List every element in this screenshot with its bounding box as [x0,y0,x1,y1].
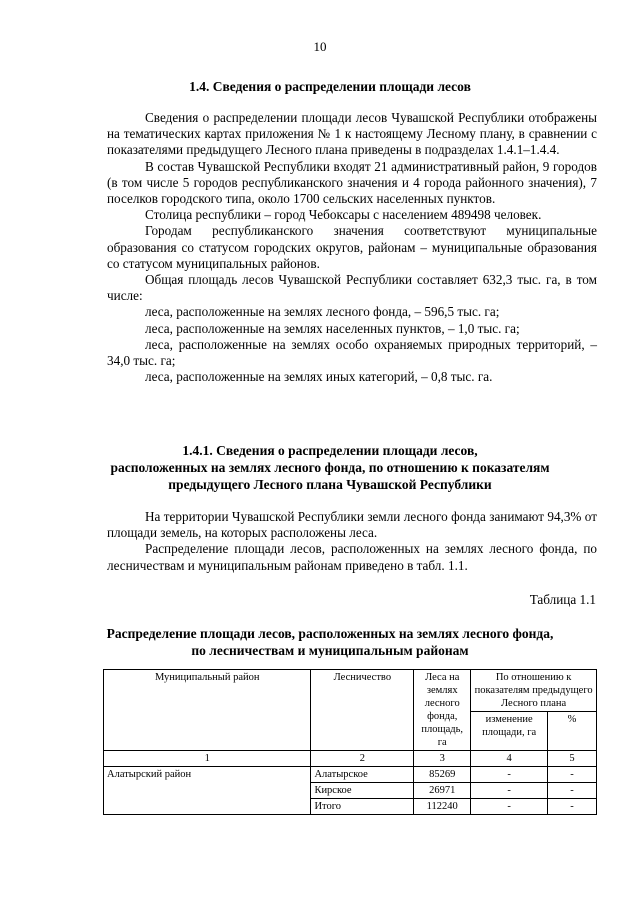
change-cell: - [471,799,548,815]
district-cell-empty [104,799,311,815]
table-row [104,783,597,799]
list-item: леса, расположенные на землях лесного фонда, – 596,5 тыс. га; [145,304,500,320]
column-number: 4 [471,751,548,767]
list-item: леса, расположенные на землях иных категорий, – 0,8 тыс. га. [145,369,493,385]
district-cell-empty [104,783,311,799]
header-area: Леса на землях лесного фонда, площадь, га [414,670,471,751]
forestry-cell: Алатырское [311,767,414,783]
paragraph: Городам республиканского значения соответствуют муниципальные образования со статусом городских округов, районам – муниципальные образования со статусом муниципальных районов. [107,223,597,271]
column-number: 5 [548,751,597,767]
forestry-cell: Итого [311,799,414,815]
area-cell: 112240 [414,799,471,815]
column-number-row [104,751,597,767]
area-cell: 85269 [414,767,471,783]
district-cell: Алатырский район [104,767,311,783]
table-title-line: Распределение площади лесов, расположенных на землях лесного фонда, [106,626,554,641]
subsection-heading-line: 1.4.1. Сведения о распределении площади лесов, [182,443,478,458]
forest-distribution-table [103,669,597,815]
subsection-heading-line: расположенных на землях лесного фонда, по отношению к показателям [110,460,550,475]
table-row [104,767,597,783]
paragraph: В состав Чувашской Республики входят 21 административный район, 9 городов (в том числе 5 городов республиканского значения и 4 города районного значения), 7 поселков городского типа, около 1700 сельских населенных пунктов. [107,158,597,207]
percent-cell: - [548,799,597,815]
paragraph: Столица республики – город Чебоксары с населением 489498 человек. [145,207,542,223]
section-body [107,110,597,385]
header-forestry: Лесничество [311,670,414,751]
paragraph: Сведения о распределении площади лесов Чувашской Республики отображены на тематических картах приложения № 1 к настоящему Лесному плану, в сравнении с показателями предыдущего Лесного плана приведены в подразделах 1.4.1–1.4.4. [107,110,597,158]
header-comparison: По отношению к показателям предыдущего Лесного плана [471,670,597,712]
area-cell: 26971 [414,783,471,799]
header-municipal: Муниципальный район [104,670,311,751]
list-item: леса, расположенные на землях особо охраняемых природных территорий, – 34,0 тыс. га; [107,336,597,369]
change-cell: - [471,783,548,799]
forestry-cell: Кирское [311,783,414,799]
column-number: 3 [414,751,471,767]
paragraph: На территории Чувашской Республики земли лесного фонда занимают 94,3% от площади земель, на которых расположены леса. [107,509,597,541]
change-cell: - [471,767,548,783]
header-percent: % [548,712,597,751]
subsection-heading [60,442,600,493]
header-change: изменение площади, га [471,712,548,751]
subsection-body [107,509,597,574]
list-item: леса, расположенные на землях населенных пунктов, – 1,0 тыс. га; [145,320,520,336]
column-number: 2 [311,751,414,767]
header-row [104,670,597,712]
section-heading: 1.4. Сведения о распределении площади лесов [189,79,471,94]
paragraph: Распределение площади лесов, расположенных на землях лесного фонда, по лесничествам и муниципальным районам приведено в табл. 1.1. [107,541,597,573]
table-title-line: по лесничествам и муниципальным районам [191,643,469,658]
percent-cell: - [548,767,597,783]
column-number: 1 [104,751,311,767]
percent-cell: - [548,783,597,799]
table-row [104,799,597,815]
page-number: 10 [313,39,327,54]
table-label: Таблица 1.1 [529,592,596,607]
subsection-heading-line: предыдущего Лесного плана Чувашской Республики [168,477,492,492]
paragraph: Общая площадь лесов Чувашской Республики составляет 632,3 тыс. га, в том числе: [107,272,597,304]
table-title [60,625,600,659]
